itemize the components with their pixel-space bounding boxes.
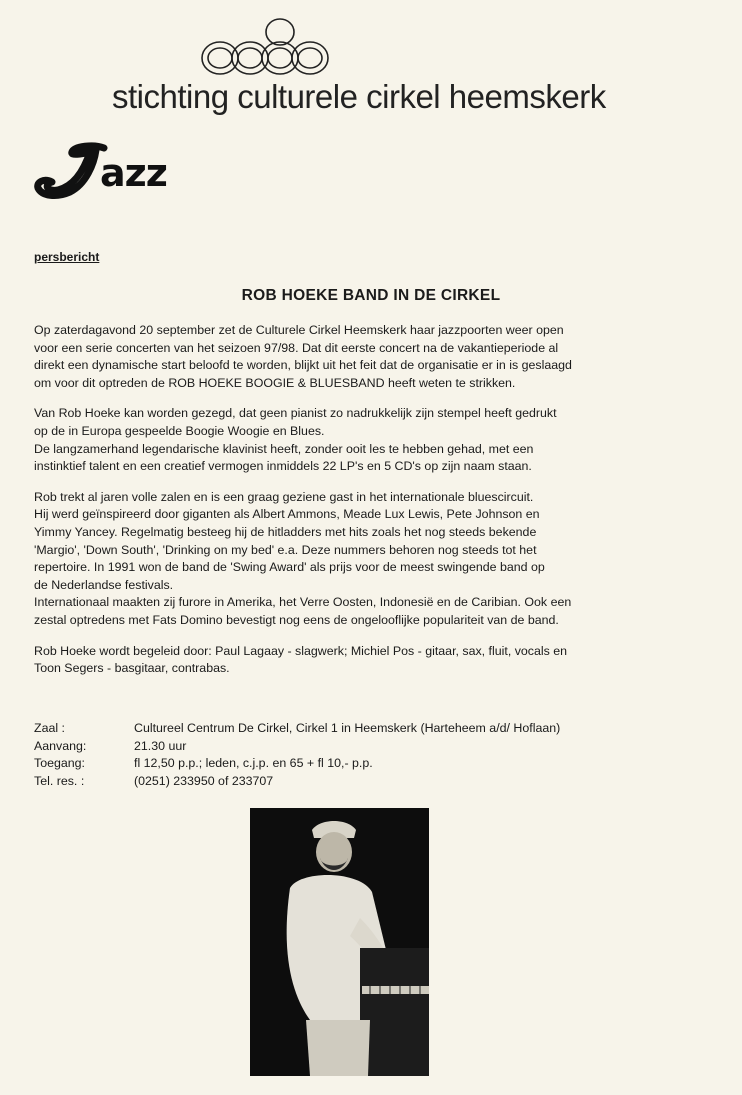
text-line: Hij werd geïnspireerd door giganten als Albert Ammons, Meade Lux Lewis, Pete Johnson en [34, 507, 540, 522]
text-line: Internationaal maakten zij furore in Amerika, het Verre Oosten, Indonesië en de Caribian. Ook een [34, 595, 572, 610]
text-line: Rob trekt al jaren volle zalen en is een graag geziene gast in het internationale bluescircuit. [34, 489, 534, 504]
organisation-title: stichting culturele cirkel heemskerk [112, 78, 606, 115]
info-key: Aanvang: [34, 738, 87, 753]
paragraph-3 [34, 489, 714, 630]
paragraph-1 [34, 322, 714, 392]
ccsc-logo [198, 12, 338, 78]
text-line: Toon Segers - basgitaar, contrabas. [34, 661, 230, 676]
info-value: fl 12,50 p.p.; leden, c.j.p. en 65 + fl 10,- p.p. [134, 756, 373, 770]
svg-text:azz: azz [100, 151, 167, 195]
text-line: Yimmy Yancey. Regelmatig besteeg hij de hitladders met hits zoals het nog steeds bekende [34, 524, 537, 539]
press-release-label: persbericht [34, 250, 100, 264]
text-line: om voor dit optreden de ROB HOEKE BOOGIE & BLUESBAND heeft weten te strikken. [34, 375, 516, 390]
text-line: De langzamerhand legendarische klavinist heeft, zonder ooit les te hebben gehad, met een [34, 441, 534, 456]
pianist-photo [250, 808, 429, 1076]
info-key: Tel. res. : [34, 773, 85, 788]
jazz-wordmark [34, 140, 216, 202]
text-line: voor een serie concerten van het seizoen 97/98. Dat dit eerste concert na de vakantieperiode al [34, 340, 559, 355]
info-row-start [34, 738, 714, 756]
info-value: (0251) 233950 of 233707 [134, 773, 274, 788]
text-line: instinktief talent en een creatief vermogen inmiddels 22 LP's en 5 CD's op zijn naam staan. [34, 459, 532, 474]
headline: ROB HOEKE BAND IN DE CIRKEL [241, 287, 501, 304]
text-line: repertoire. In 1991 won de band de 'Swing Award' als prijs voor de meest swingende band op [34, 560, 545, 575]
text-line: Op zaterdagavond 20 september zet de Culturele Cirkel Heemskerk haar jazzpoorten weer open [34, 323, 564, 337]
text-line: direkt een dynamische start beloofd te worden, blijkt uit het feit dat de organisatie er in is geslaagd [34, 358, 572, 373]
info-value: Cultureel Centrum De Cirkel, Cirkel 1 in Heemskerk (Harteheem a/d/ Hoflaan) [134, 721, 561, 735]
info-value: 21.30 uur [134, 738, 187, 753]
info-row-venue [34, 720, 714, 738]
text-line: de Nederlandse festivals. [34, 577, 174, 592]
info-key: Toegang: [34, 756, 85, 770]
event-info [34, 720, 714, 790]
text-line: zestal optredens met Fats Domino bevestigt nog eens de ongelooflijke populariteit van de band. [34, 612, 559, 627]
paragraph-2 [34, 405, 714, 475]
info-key: Zaal : [34, 721, 65, 735]
article-body [34, 322, 714, 691]
text-line: 'Margio', 'Down South', 'Drinking on my bed' e.a. Deze nummers behoren nog steeds tot het [34, 542, 537, 557]
info-row-phone [34, 773, 714, 791]
text-line: op de in Europa gespeelde Boogie Woogie en Blues. [34, 423, 325, 438]
info-row-admission [34, 755, 714, 773]
text-line: Rob Hoeke wordt begeleid door: Paul Lagaay - slagwerk; Michiel Pos - gitaar, sax, fluit, vocals en [34, 643, 568, 658]
text-line: Van Rob Hoeke kan worden gezegd, dat geen pianist zo nadrukkelijk zijn stempel heeft gedrukt [34, 406, 557, 421]
paragraph-4 [34, 643, 714, 678]
